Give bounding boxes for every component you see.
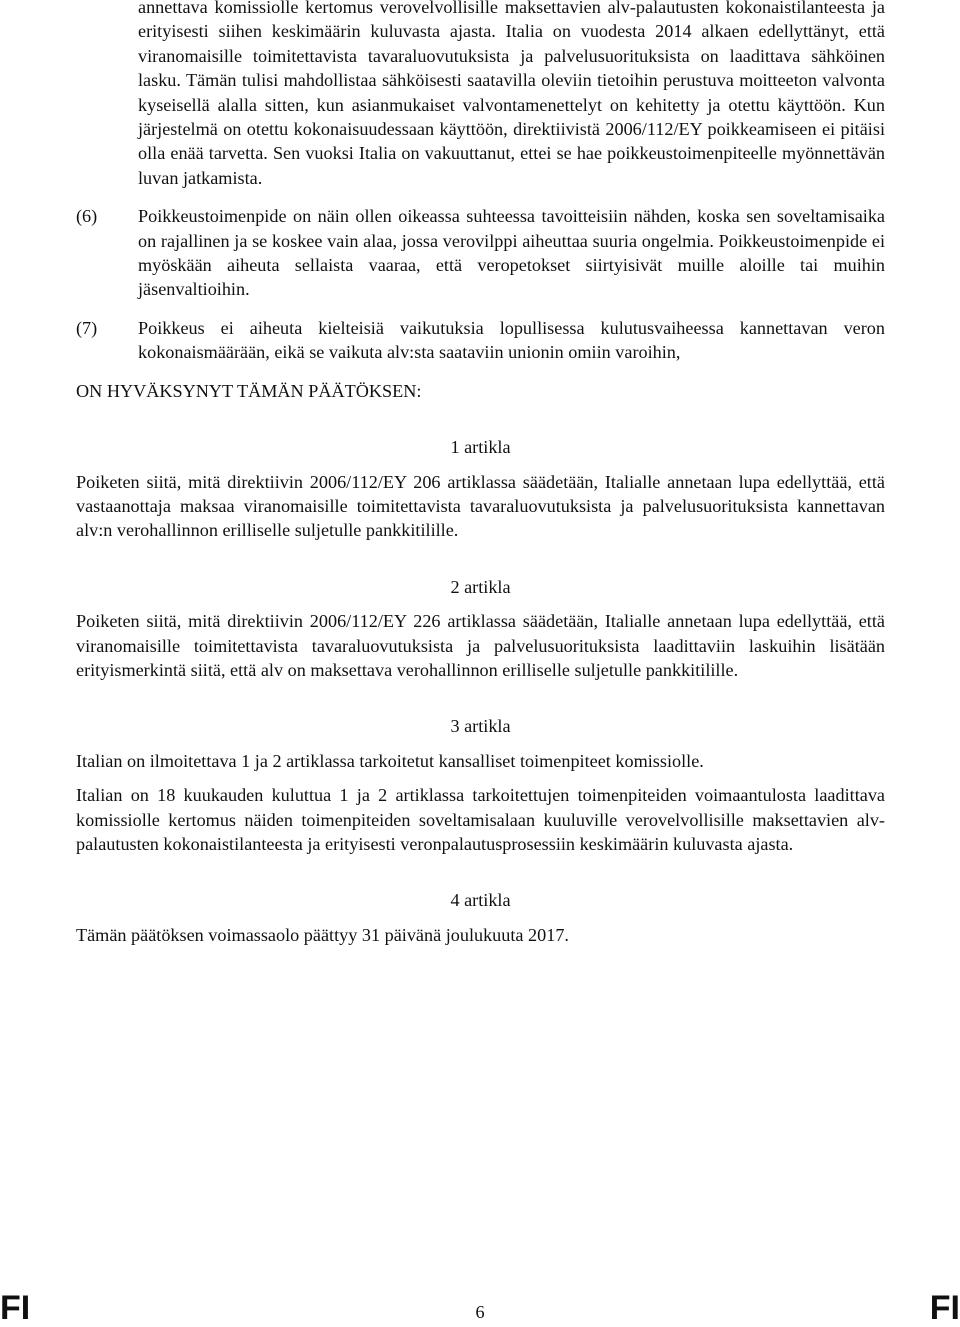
article-4 — [76, 888, 885, 947]
article-paragraph: Italian on ilmoitettava 1 ja 2 artiklassa tarkoitetut kansalliset toimenpiteet komissiolle. — [76, 750, 704, 771]
article-title: 1 artikla — [450, 437, 511, 458]
article-paragraph: Poiketen siitä, mitä direktiivin 2006/112/EY 206 artiklassa säädetään, Italialle annetaan lupa edellyttää, että vastaanottaja maksaa viranomaisille toimitettavista tavaraluovutuksista ja palvelusuorituksista kannettavan alv:n verohallinnon erilliselle suljetulle pankkitilille. — [76, 471, 885, 541]
continuation-paragraph: annettava komissiolle kertomus verovelvollisille maksettavien alv-palautusten kokonaistilanteesta ja erityisesti siihen keskimäärin kuluvasta ajasta. Italia on vuodesta 2014 alkaen edellyttänyt, että viranomaisille toimitettavista tavaraluovutuksista ja palvelusuorituksista on laadittava sähköinen lasku. Tämän tulisi mahdollistaa sähköisesti saatavilla oleviin tietoihin perustuva moitteeton valvonta kyseisellä alalla sitten, kun asianmukaiset valvontamenettelyt on kehitetty ja otettu käyttöön. Kun järjestelmä on otettu kokonaisuudessaan käyttöön, direktiivistä 2006/112/EY poikkeamiseen ei pitäisi olla enää tarvetta. Sen vuoksi Italia on vakuuttanut, ettei se hae poikkeustoimenpiteelle myönnettävän luvan jatkamista. — [138, 0, 885, 188]
article-1 — [76, 435, 885, 543]
language-code-left: FI — [0, 1289, 31, 1327]
recital-text: Poikkeus ei aiheuta kielteisiä vaikutuksia lopullisessa kulutusvaiheessa kannettavan veron kokonaismäärään, eikä se vaikuta alv:sta saataviin unionin omiin varoihin, — [138, 317, 885, 363]
recital-number: (6) — [76, 206, 98, 227]
article-title: 3 artikla — [450, 716, 511, 737]
article-title: 4 artikla — [450, 890, 511, 911]
language-code-right: FI — [929, 1289, 960, 1327]
page-number: 6 — [475, 1302, 485, 1322]
recital-6 — [76, 204, 885, 302]
recital-7 — [76, 316, 885, 365]
article-paragraph: Tämän päätöksen voimassaolo päättyy 31 päivänä joulukuuta 2017. — [76, 924, 569, 945]
article-title: 2 artikla — [450, 576, 511, 597]
article-paragraph: Italian on 18 kuukauden kuluttua 1 ja 2 artiklassa tarkoitettujen toimenpiteiden voimaantulosta laadittava komissiolle kertomus näiden toimenpiteiden soveltamisalaan kuuluville verovelvollisille maksettavien alv-palautusten kokonaistilanteesta ja erityisesti veronpalautusprosessiin keskimäärin kuluvasta ajasta. — [76, 785, 885, 854]
recital-text: Poikkeustoimenpide on näin ollen oikeassa suhteessa tavoitteisiin nähden, koska sen soveltamisaika on rajallinen ja se koskee vain alaa, jossa verovilppi aiheuttaa suuria ongelmia. Poikkeustoimenpide ei myöskään aiheuta sellaista vaaraa, että veropetokset siirtyisivät muille aloille tai muihin jäsenvaltioihin. — [138, 206, 885, 300]
recital-number: (7) — [76, 317, 98, 338]
decision-heading: ON HYVÄKSYNYT TÄMÄN PÄÄTÖKSEN: — [76, 380, 422, 401]
article-2 — [76, 575, 885, 683]
page-footer — [0, 1290, 960, 1327]
document-page — [76, 0, 885, 947]
article-paragraph: Poiketen siitä, mitä direktiivin 2006/112/EY 226 artiklassa säädetään, Italialle annetaan lupa edellyttää, että viranomaisille toimitettavista tavaraluovutuksista ja palvelusuorituksista laadittaviin laskuihin lisätään erityismerkintä siitä, että alv on maksettava verohallinnon erilliselle suljetulle pankkitilille. — [76, 611, 885, 680]
article-3 — [76, 714, 885, 856]
